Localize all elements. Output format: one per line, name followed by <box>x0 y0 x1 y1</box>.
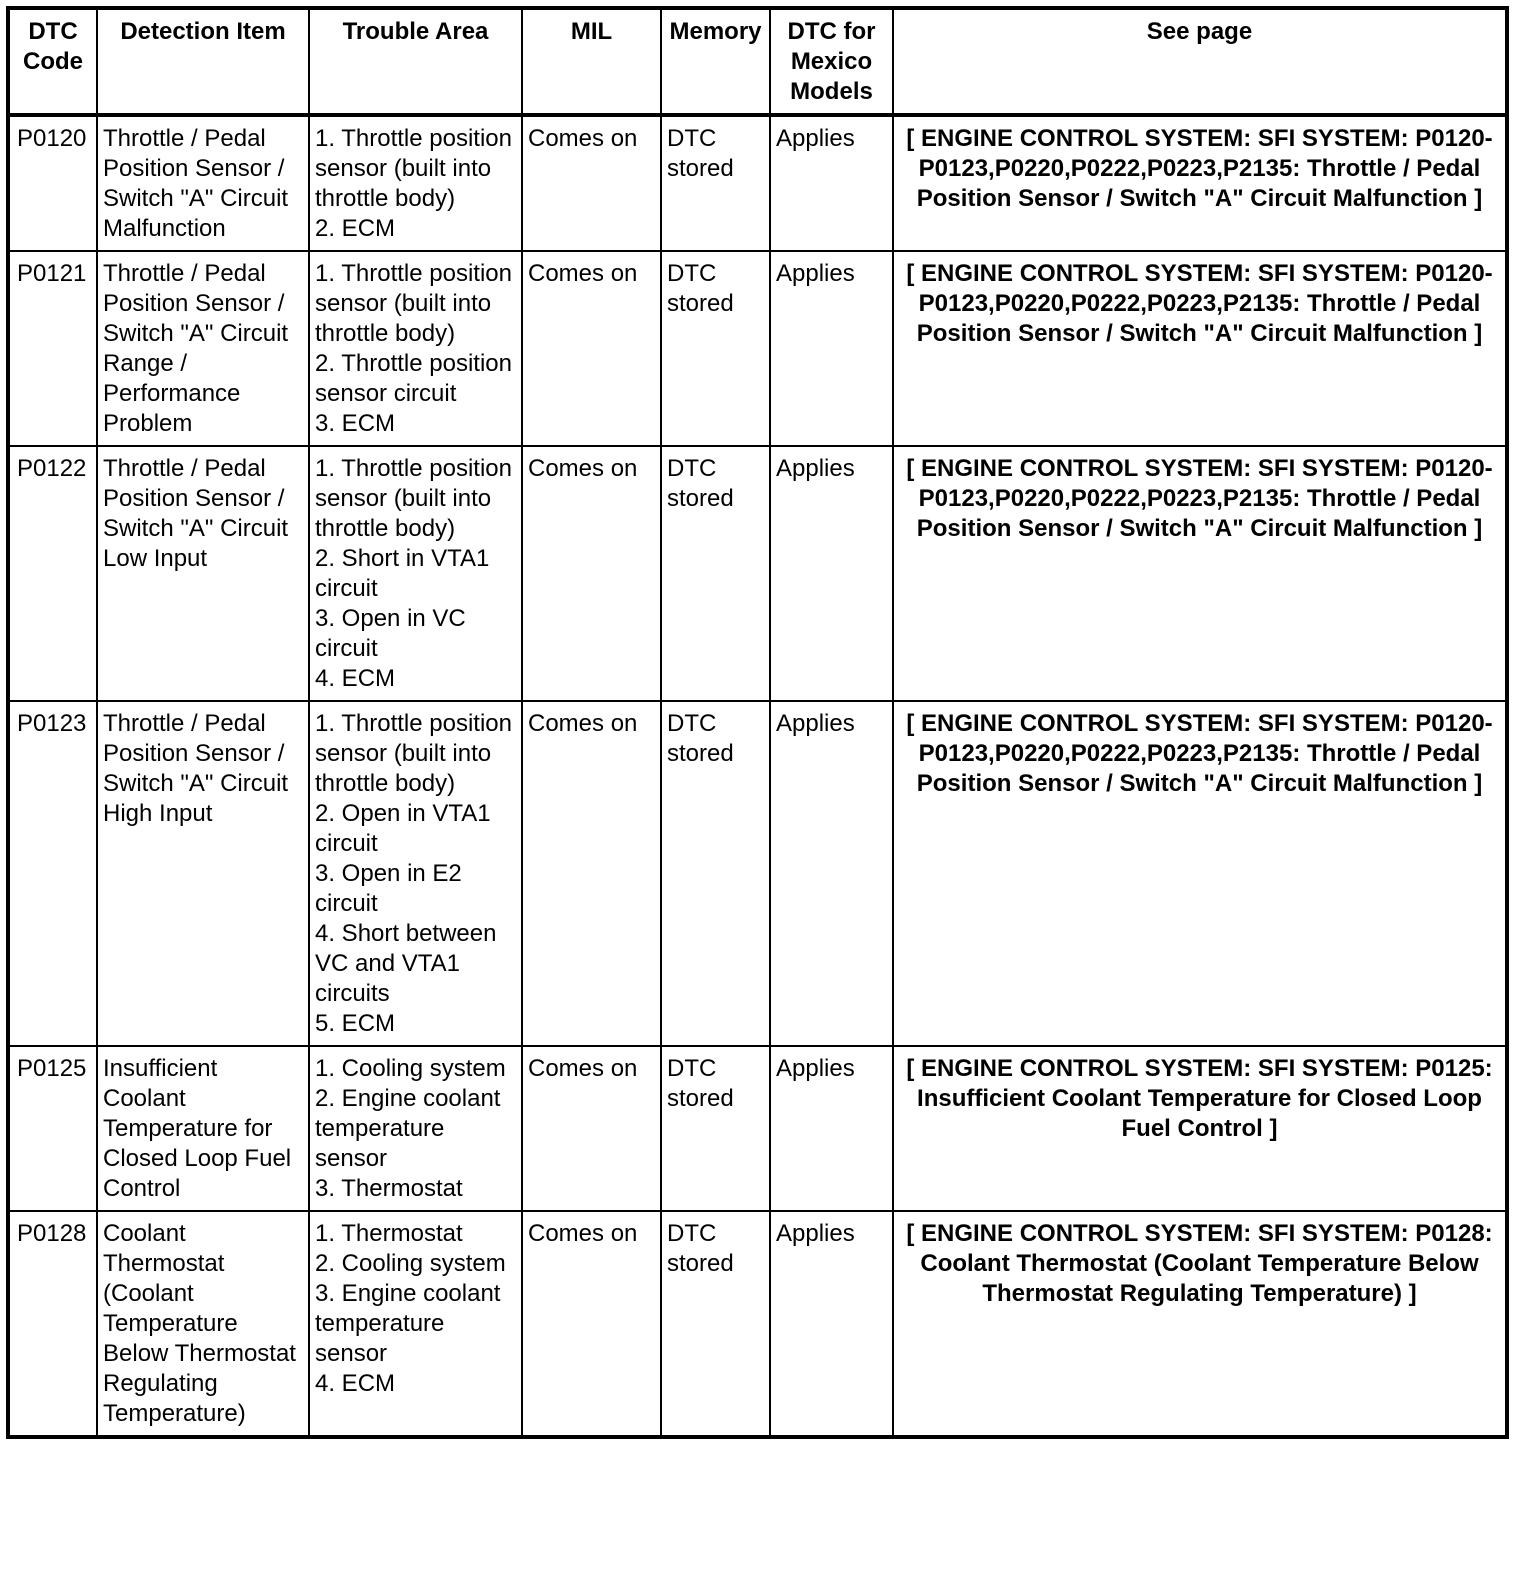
table-row <box>8 1211 1507 1437</box>
trouble-area-item: 1. Cooling system <box>315 1055 506 1082</box>
dtc-code-cell: P0125 <box>8 1046 97 1211</box>
see-page-link: [ ENGINE CONTROL SYSTEM: SFI SYSTEM: P0120-P0123,P0220,P0222,P0223,P2135: Throttle / Pedal Position Sensor / Switch "A" Circuit Malfunction ] <box>893 115 1507 251</box>
table-header <box>8 8 1507 115</box>
mexico-models-cell: Applies <box>770 251 893 446</box>
detection-item-cell: Throttle / Pedal Position Sensor / Switch "A" Circuit High Input <box>97 701 309 1046</box>
trouble-area-item: 1. Throttle position sensor (built into throttle body) <box>315 260 513 347</box>
trouble-area-item: 3. ECM <box>315 410 396 437</box>
mexico-models-cell: Applies <box>770 1046 893 1211</box>
mil-cell: Comes on <box>522 1211 661 1437</box>
header-mexico-models: DTC for Mexico Models <box>770 8 893 115</box>
trouble-area-cell <box>309 701 522 1046</box>
see-page-link: [ ENGINE CONTROL SYSTEM: SFI SYSTEM: P0125: Insufficient Coolant Temperature for Closed Loop Fuel Control ] <box>893 1046 1507 1211</box>
trouble-area-cell <box>309 1046 522 1211</box>
trouble-area-item: 2. ECM <box>315 215 396 242</box>
trouble-area-item: 1. Throttle position sensor (built into throttle body) <box>315 455 513 542</box>
header-mil: MIL <box>522 8 661 115</box>
dtc-code-cell: P0121 <box>8 251 97 446</box>
see-page-link: [ ENGINE CONTROL SYSTEM: SFI SYSTEM: P0120-P0123,P0220,P0222,P0223,P2135: Throttle / Pedal Position Sensor / Switch "A" Circuit Malfunction ] <box>893 446 1507 701</box>
memory-cell: DTC stored <box>661 251 770 446</box>
detection-item-cell: Coolant Thermostat (Coolant Temperature Below Thermostat Regulating Temperature) <box>97 1211 309 1437</box>
detection-item-cell: Throttle / Pedal Position Sensor / Switch "A" Circuit Low Input <box>97 446 309 701</box>
dtc-table <box>6 6 1509 1439</box>
memory-cell: DTC stored <box>661 1211 770 1437</box>
trouble-area-item: 1. Throttle position sensor (built into throttle body) <box>315 125 513 212</box>
detection-item-cell: Throttle / Pedal Position Sensor / Switch "A" Circuit Malfunction <box>97 115 309 251</box>
see-page-link: [ ENGINE CONTROL SYSTEM: SFI SYSTEM: P0120-P0123,P0220,P0222,P0223,P2135: Throttle / Pedal Position Sensor / Switch "A" Circuit Malfunction ] <box>893 251 1507 446</box>
memory-cell: DTC stored <box>661 115 770 251</box>
memory-cell: DTC stored <box>661 1046 770 1211</box>
detection-item-cell: Throttle / Pedal Position Sensor / Switch "A" Circuit Range / Performance Problem <box>97 251 309 446</box>
table-row <box>8 115 1507 251</box>
trouble-area-item: 3. Open in VC circuit <box>315 605 466 662</box>
memory-cell: DTC stored <box>661 701 770 1046</box>
mexico-models-cell: Applies <box>770 1211 893 1437</box>
trouble-area-item: 3. Thermostat <box>315 1175 463 1202</box>
trouble-area-item: 3. Engine coolant temperature sensor <box>315 1280 501 1367</box>
trouble-area-item: 4. ECM <box>315 665 396 692</box>
table-row <box>8 251 1507 446</box>
trouble-area-item: 2. Throttle position sensor circuit <box>315 350 513 407</box>
dtc-code-cell: P0128 <box>8 1211 97 1437</box>
mil-cell: Comes on <box>522 446 661 701</box>
header-detection-item: Detection Item <box>97 8 309 115</box>
trouble-area-item: 4. Short between VC and VTA1 circuits <box>315 920 497 1007</box>
header-see-page: See page <box>893 8 1507 115</box>
trouble-area-item: 2. Engine coolant temperature sensor <box>315 1085 501 1172</box>
mexico-models-cell: Applies <box>770 115 893 251</box>
header-row <box>8 8 1507 115</box>
trouble-area-cell <box>309 446 522 701</box>
table-row <box>8 701 1507 1046</box>
trouble-area-item: 3. Open in E2 circuit <box>315 860 462 917</box>
detection-item-cell: Insufficient Coolant Temperature for Closed Loop Fuel Control <box>97 1046 309 1211</box>
see-page-link: [ ENGINE CONTROL SYSTEM: SFI SYSTEM: P0128: Coolant Thermostat (Coolant Temperature Below Thermostat Regulating Temperature) ] <box>893 1211 1507 1437</box>
trouble-area-item: 2. Short in VTA1 circuit <box>315 545 490 602</box>
table-row <box>8 446 1507 701</box>
mil-cell: Comes on <box>522 115 661 251</box>
mil-cell: Comes on <box>522 251 661 446</box>
header-trouble-area: Trouble Area <box>309 8 522 115</box>
trouble-area-cell <box>309 1211 522 1437</box>
table-body <box>8 115 1507 1437</box>
mexico-models-cell: Applies <box>770 446 893 701</box>
trouble-area-cell <box>309 115 522 251</box>
trouble-area-item: 5. ECM <box>315 1010 396 1037</box>
trouble-area-item: 1. Thermostat <box>315 1220 463 1247</box>
trouble-area-item: 2. Open in VTA1 circuit <box>315 800 491 857</box>
table-row <box>8 1046 1507 1211</box>
trouble-area-cell <box>309 251 522 446</box>
mexico-models-cell: Applies <box>770 701 893 1046</box>
trouble-area-item: 4. ECM <box>315 1370 396 1397</box>
dtc-code-cell: P0120 <box>8 115 97 251</box>
trouble-area-item: 1. Throttle position sensor (built into throttle body) <box>315 710 513 797</box>
dtc-code-cell: P0123 <box>8 701 97 1046</box>
see-page-link: [ ENGINE CONTROL SYSTEM: SFI SYSTEM: P0120-P0123,P0220,P0222,P0223,P2135: Throttle / Pedal Position Sensor / Switch "A" Circuit Malfunction ] <box>893 701 1507 1046</box>
memory-cell: DTC stored <box>661 446 770 701</box>
dtc-code-cell: P0122 <box>8 446 97 701</box>
mil-cell: Comes on <box>522 1046 661 1211</box>
header-memory: Memory <box>661 8 770 115</box>
mil-cell: Comes on <box>522 701 661 1046</box>
header-dtc-code: DTC Code <box>8 8 97 115</box>
trouble-area-item: 2. Cooling system <box>315 1250 506 1277</box>
